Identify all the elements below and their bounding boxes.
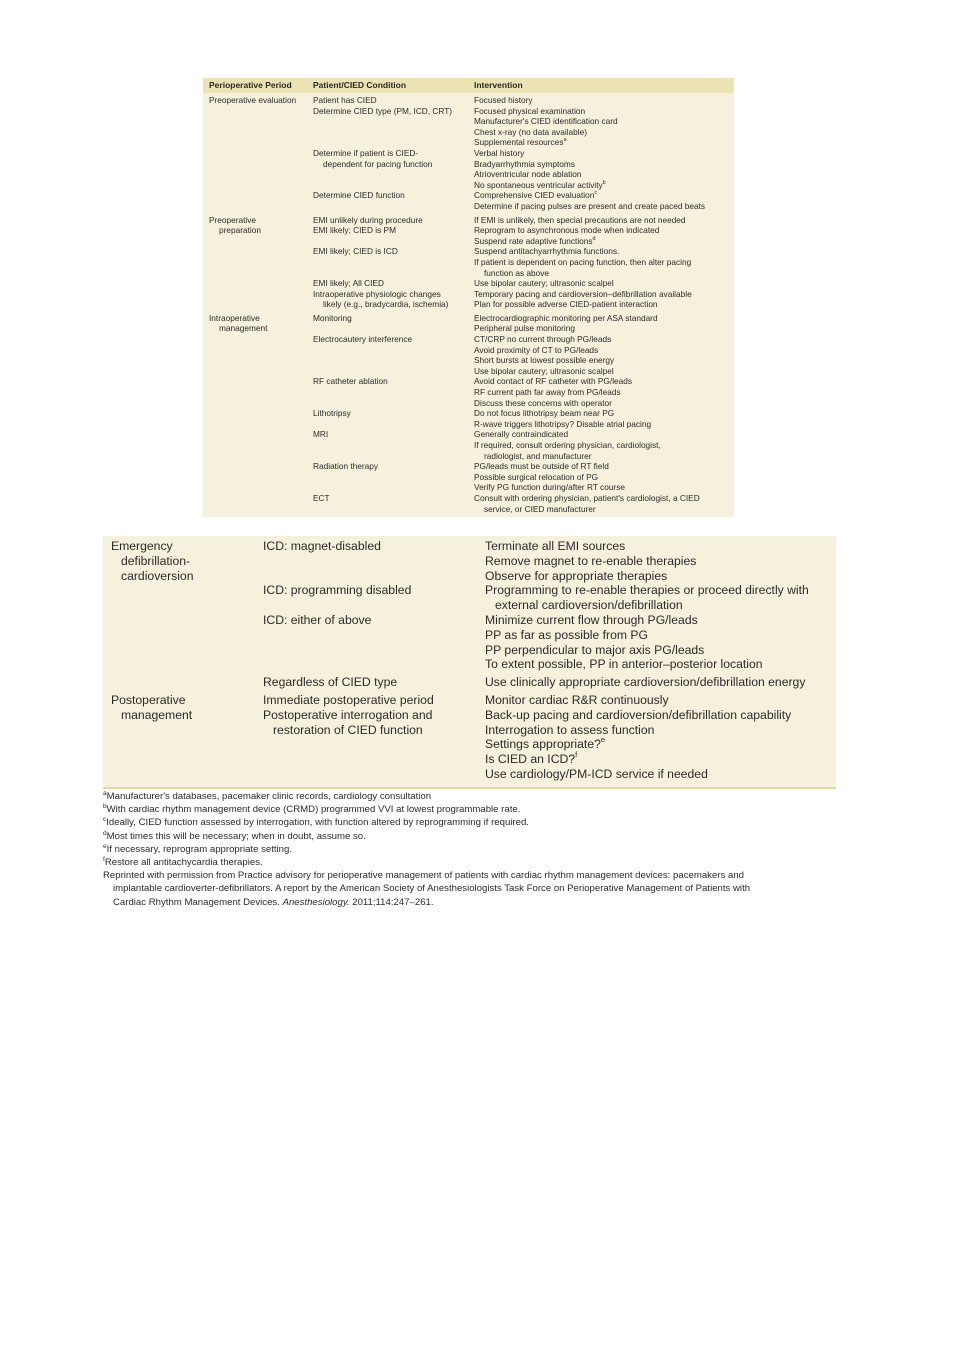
cell-text: R-wave triggers lithotripsy? Disable atrial pacing — [474, 418, 652, 429]
cell-line — [313, 148, 470, 159]
footnote — [103, 830, 843, 843]
table-row — [203, 148, 734, 190]
citation — [103, 869, 843, 909]
cell-text: Patient has CIED — [313, 95, 377, 105]
footnote-text: If necessary, reprogram appropriate setting. — [106, 843, 293, 855]
cell-text: Regardless of CIED type — [263, 675, 398, 690]
intervention-cell — [485, 539, 836, 583]
footnote — [103, 790, 843, 803]
cell-text: cardioversion — [121, 568, 194, 583]
cell-line — [474, 366, 730, 377]
intervention-cell — [474, 376, 734, 408]
cell-line — [474, 299, 730, 310]
table-row — [203, 278, 734, 310]
footnote-marker: a — [103, 790, 107, 797]
cell-line — [474, 429, 730, 440]
cell-text: function as above — [484, 267, 550, 278]
footnote-text: With cardiac rhythm management device (CRMD) programmed VVI at lowest programmable rate. — [106, 804, 521, 816]
cell-line — [474, 323, 730, 334]
intervention-cell — [485, 675, 836, 690]
condition-cell — [263, 613, 485, 672]
cell-line — [313, 215, 470, 226]
footnotes — [103, 790, 843, 909]
cell-line — [209, 323, 313, 334]
cell-text: EMI likely; All CIED — [313, 278, 384, 289]
table-bottom — [103, 536, 836, 789]
footnote-marker: c — [103, 816, 107, 824]
condition-cell — [313, 493, 474, 514]
table-row — [203, 95, 734, 148]
cell-text: Supplemental resources — [474, 137, 564, 148]
footnote-marker: e — [103, 842, 107, 850]
cell-text: Settings appropriate? — [485, 737, 601, 752]
condition-cell — [313, 376, 474, 408]
period-cell — [103, 539, 263, 583]
cell-line — [474, 419, 730, 430]
cell-text: EMI unlikely during procedure — [313, 214, 423, 225]
footnote-marker: d — [103, 829, 107, 837]
footnote — [103, 856, 843, 869]
cell-line — [313, 278, 470, 289]
table-row — [203, 215, 734, 247]
cell-text: Preoperative — [209, 214, 257, 225]
cell-text: ECT — [313, 492, 330, 503]
footnote-marker: c — [594, 190, 598, 197]
cell-text: Atrioventricular node ablation — [474, 169, 582, 180]
cell-text: EMI likely; CIED is PM — [313, 225, 396, 236]
cell-line — [474, 313, 730, 324]
cell-text: Is CIED an ICD? — [485, 752, 576, 767]
condition-cell — [313, 461, 474, 493]
citation-volume: 2011;114:247–261. — [349, 896, 434, 908]
cell-text: Determine CIED function — [313, 190, 405, 201]
period-cell — [103, 693, 263, 782]
citation-journal: Anesthesiology. — [282, 896, 350, 908]
cell-line — [263, 675, 485, 690]
cell-line — [474, 159, 730, 170]
cell-text: radiologist, and manufacturer — [484, 450, 592, 461]
cell-text: Intraoperative — [209, 312, 260, 323]
cell-line — [474, 201, 730, 212]
table-row — [203, 190, 734, 211]
cell-line — [474, 355, 730, 366]
cell-line — [263, 708, 485, 723]
cell-text: If required, consult ordering physician, cardiologist, — [474, 440, 661, 450]
cell-line — [313, 225, 470, 236]
cell-line — [485, 767, 836, 782]
cell-text: CT/CRP no current through PG/leads — [474, 334, 612, 345]
table-row — [203, 334, 734, 376]
period-cell — [103, 583, 263, 613]
cell-line — [474, 116, 730, 127]
cell-text: Minimize current flow through PG/leads — [485, 612, 698, 627]
citation-text: Cardiac Rhythm Management Devices. — [113, 896, 283, 908]
cell-text: Avoid proximity of CT to PG/leads — [474, 344, 599, 355]
table-row — [203, 429, 734, 461]
intervention-cell — [474, 461, 734, 493]
cell-line — [474, 461, 730, 472]
cell-text: Avoid contact of RF catheter with PG/leads — [474, 376, 633, 387]
condition-cell — [313, 148, 474, 190]
period-cell — [203, 376, 313, 408]
cell-text: Short bursts at lowest possible energy — [474, 355, 615, 366]
cell-line — [485, 752, 836, 767]
cell-line — [474, 289, 730, 300]
cell-text: Terminate all EMI sources — [485, 539, 626, 553]
cell-line — [263, 613, 485, 628]
header-intervention: Intervention — [474, 80, 523, 91]
cell-text: Programming to re-enable therapies or proceed directly with — [485, 583, 809, 598]
header-period: Perioperative Period — [209, 80, 292, 91]
period-cell — [203, 408, 313, 429]
cell-line — [209, 225, 313, 236]
cell-line — [485, 723, 836, 738]
cell-text: Use clinically appropriate cardioversion/defibrillation energy — [485, 675, 806, 690]
cell-line — [313, 299, 470, 310]
cell-text: ICD: magnet-disabled — [263, 539, 381, 553]
cell-text: dependent for pacing function — [323, 158, 433, 169]
citation-line-1: Reprinted with permission from Practice advisory for perioperative management of patients with cardiac rhythm management devices: pacemakers and — [103, 870, 744, 882]
table-row — [203, 493, 734, 514]
table-row — [203, 313, 734, 334]
cell-line — [474, 190, 730, 201]
cell-line — [111, 554, 263, 569]
cell-text: Intraoperative physiologic changes — [313, 288, 441, 299]
cell-line — [474, 493, 730, 504]
intervention-cell — [474, 313, 734, 334]
footnote-list — [103, 790, 843, 869]
citation-line-2: implantable cardioverter-defibrillators. A report by the American Society of Anesthesiologists Task Force on Perioperative Management of Patients with — [113, 883, 751, 895]
intervention-cell — [474, 429, 734, 461]
condition-cell — [313, 95, 474, 148]
cell-text: Postoperative interrogation and — [263, 707, 433, 722]
condition-cell — [263, 539, 485, 583]
cell-text: ICD: either of above — [263, 612, 372, 627]
cell-line — [474, 472, 730, 483]
intervention-cell — [474, 493, 734, 514]
cell-line — [263, 583, 485, 598]
condition-cell — [313, 278, 474, 310]
cell-line — [313, 106, 470, 117]
table-row — [203, 376, 734, 408]
cell-text: Bradyarrhythmia symptoms — [474, 158, 575, 169]
period-cell — [203, 190, 313, 211]
cell-line — [111, 708, 263, 723]
cell-text: Observe for appropriate therapies — [485, 568, 668, 583]
condition-cell — [313, 190, 474, 211]
cell-text: Do not focus lithotripsy beam near PG — [474, 408, 615, 419]
cell-line — [313, 289, 470, 300]
cell-line — [263, 723, 485, 738]
condition-cell — [313, 429, 474, 461]
table-row — [103, 539, 836, 583]
condition-cell — [313, 334, 474, 376]
cell-text: Verify PG function during/after RT course — [474, 482, 625, 493]
table-row — [203, 461, 734, 493]
cell-text: Radiation therapy — [313, 461, 379, 472]
cell-text: If EMI is unlikely, then special precautions are not needed — [474, 214, 686, 225]
condition-cell — [313, 215, 474, 247]
cell-text: Monitor cardiac R&R continuously — [485, 692, 669, 707]
cell-line — [263, 539, 485, 554]
cell-line — [313, 376, 470, 387]
cell-text: defibrillation- — [121, 553, 191, 568]
cell-text: PP as far as possible from PG — [485, 627, 649, 642]
cell-text: Temporary pacing and cardioversion–defibrillation available — [474, 288, 692, 299]
cell-text: Lithotripsy — [313, 408, 351, 419]
condition-cell — [313, 246, 474, 278]
condition-cell — [313, 408, 474, 429]
table-top-body — [203, 93, 734, 517]
cell-text: Electrocardiographic monitoring per ASA standard — [474, 312, 658, 323]
cell-text: Suspend rate adaptive functions — [474, 235, 593, 246]
table-row — [103, 583, 836, 613]
footnote-text: Most times this will be necessary; when in doubt, assume so. — [106, 830, 366, 842]
cell-line — [313, 246, 470, 257]
intervention-cell — [474, 408, 734, 429]
cell-line — [313, 493, 470, 504]
cell-line — [474, 246, 730, 257]
cell-text: No spontaneous ventricular activity — [474, 179, 603, 190]
cell-line — [474, 127, 730, 138]
cell-text: ICD: programming disabled — [263, 583, 412, 598]
cell-line — [474, 148, 730, 159]
cell-line — [485, 613, 836, 628]
cell-line — [474, 106, 730, 117]
cell-line — [474, 169, 730, 180]
cell-text: If patient is dependent on pacing function, then alter pacing — [474, 256, 692, 267]
cell-line — [485, 598, 836, 613]
period-cell — [203, 148, 313, 190]
cell-line — [485, 675, 836, 690]
period-cell — [103, 675, 263, 690]
cell-line — [111, 569, 263, 584]
cell-text: Electrocautery interference — [313, 334, 413, 345]
cell-text: Consult with ordering physician, patient's cardiologist, a CIED — [474, 492, 700, 503]
cell-text: MRI — [313, 429, 329, 440]
footnote-marker: e — [600, 735, 606, 745]
cell-text: service, or CIED manufacturer — [484, 503, 596, 514]
cell-line — [474, 482, 730, 493]
footnote-text: Manufacturer's databases, pacemaker clinic records, cardiology consultation — [106, 791, 432, 802]
cell-text: Remove magnet to re-enable therapies — [485, 553, 697, 568]
cell-text: Discuss these concerns with operator — [474, 397, 612, 408]
cell-text: To extent possible, PP in anterior–posterior location — [485, 657, 763, 672]
cell-text: Determine if pacing pulses are present and create paced beats — [474, 200, 706, 211]
cell-text: Focused history — [474, 95, 533, 105]
condition-cell — [263, 693, 485, 782]
condition-cell — [263, 675, 485, 690]
period-cell — [103, 613, 263, 672]
citation-line-3 — [103, 896, 843, 909]
cell-line — [485, 539, 836, 554]
cell-line — [474, 387, 730, 398]
intervention-cell — [474, 278, 734, 310]
intervention-cell — [474, 95, 734, 148]
cell-line — [313, 461, 470, 472]
cell-line — [209, 95, 313, 106]
cell-text: Use bipolar cautery; ultrasonic scalpel — [474, 365, 614, 376]
cell-text: Use cardiology/PM-ICD service if needed — [485, 766, 708, 781]
cell-line — [474, 504, 730, 515]
cell-text: Reprogram to asynchronous mode when indicated — [474, 225, 660, 236]
cell-line — [474, 215, 730, 226]
cell-text: Peripheral pulse monitoring — [474, 323, 576, 334]
footnote-text: Restore all antitachycardia therapies. — [104, 857, 263, 869]
cell-line — [313, 95, 470, 106]
cell-line — [474, 345, 730, 356]
cell-line — [485, 583, 836, 598]
cell-line — [485, 657, 836, 672]
cell-line — [474, 180, 730, 191]
cell-text: Generally contraindicated — [474, 429, 569, 440]
cell-text: Preoperative evaluation — [209, 95, 297, 105]
cell-line — [474, 257, 730, 268]
period-cell — [203, 215, 313, 247]
cell-line — [313, 190, 470, 201]
cell-text: Back-up pacing and cardioversion/defibrillation capability — [485, 707, 792, 722]
intervention-cell — [485, 613, 836, 672]
cell-text: Chest x-ray (no data available) — [474, 126, 587, 137]
cell-line — [485, 693, 836, 708]
cell-text: management — [219, 323, 268, 334]
table-row — [203, 246, 734, 278]
cell-line — [111, 693, 263, 708]
period-cell — [203, 429, 313, 461]
cell-line — [209, 313, 313, 324]
cell-text: EMI likely; CIED is ICD — [313, 246, 398, 257]
cell-text: Interrogation to assess function — [485, 722, 655, 737]
period-cell — [203, 461, 313, 493]
table-header-row — [203, 78, 734, 93]
cell-text: likely (e.g., bradycardia, ischemia) — [323, 299, 449, 310]
cell-line — [474, 268, 730, 279]
period-cell — [203, 95, 313, 148]
cell-line — [209, 215, 313, 226]
cell-text: external cardioversion/defibrillation — [495, 598, 683, 613]
cell-text: Possible surgical relocation of PG — [474, 471, 599, 482]
cell-line — [474, 236, 730, 247]
cell-text: Postoperative — [111, 692, 186, 707]
intervention-cell — [474, 148, 734, 190]
cell-text: Use bipolar cautery; ultrasonic scalpel — [474, 278, 614, 289]
cell-line — [313, 429, 470, 440]
period-cell — [203, 246, 313, 278]
cell-line — [485, 708, 836, 723]
period-cell — [203, 493, 313, 514]
footnote — [103, 803, 843, 816]
cell-line — [263, 693, 485, 708]
cell-line — [485, 554, 836, 569]
table-row — [203, 408, 734, 429]
footnote-marker: f — [575, 750, 578, 760]
cell-text: Monitoring — [313, 312, 352, 323]
cell-line — [485, 643, 836, 658]
period-cell — [203, 334, 313, 376]
table-row — [103, 693, 836, 782]
cell-line — [485, 569, 836, 584]
intervention-cell — [474, 246, 734, 278]
intervention-cell — [485, 583, 836, 613]
cell-text: Verbal history — [474, 147, 525, 158]
cell-line — [485, 628, 836, 643]
cell-text: RF catheter ablation — [313, 376, 388, 387]
cell-line — [474, 334, 730, 345]
cell-text: Focused physical examination — [474, 105, 586, 116]
cell-line — [474, 95, 730, 106]
cell-line — [474, 278, 730, 289]
intervention-cell — [485, 693, 836, 782]
cell-text: preparation — [219, 225, 261, 236]
cell-text: RF current path far away from PG/leads — [474, 387, 621, 398]
footnote — [103, 816, 843, 829]
cell-line — [474, 398, 730, 409]
table-row — [103, 675, 836, 690]
period-cell — [203, 313, 313, 334]
footnote-marker: d — [592, 235, 596, 242]
cell-text: restoration of CIED function — [273, 722, 423, 737]
footnote-text: Ideally, CIED function assessed by interrogation, with function altered by reprogramming if required. — [106, 817, 529, 829]
condition-cell — [313, 313, 474, 334]
footnote — [103, 843, 843, 856]
cell-line — [313, 334, 470, 345]
period-cell — [203, 278, 313, 310]
cell-text: management — [121, 707, 193, 722]
cell-text: Suspend antitachyarrhythmia functions. — [474, 246, 620, 257]
cell-text: Manufacturer's CIED identification card — [474, 116, 618, 127]
cell-line — [474, 137, 730, 148]
cell-text: Immediate postoperative period — [263, 692, 434, 707]
cell-text: Determine CIED type (PM, ICD, CRT) — [313, 105, 453, 116]
footnote-marker: f — [103, 856, 105, 864]
cell-line — [474, 440, 730, 451]
footnote-marker: a — [563, 137, 567, 144]
cell-line — [313, 159, 470, 170]
intervention-cell — [474, 215, 734, 247]
cell-text: Comprehensive CIED evaluation — [474, 190, 595, 201]
table-top — [203, 78, 734, 517]
cell-line — [474, 451, 730, 462]
cell-line — [474, 376, 730, 387]
intervention-cell — [474, 334, 734, 376]
cell-line — [474, 408, 730, 419]
cell-line — [313, 313, 470, 324]
footnote-marker: b — [103, 803, 107, 811]
header-condition: Patient/CIED Condition — [313, 80, 407, 91]
cell-text: PP perpendicular to major axis PG/leads — [485, 642, 705, 657]
cell-text: Plan for possible adverse CIED-patient interaction — [474, 299, 658, 310]
cell-text: Determine if patient is CIED- — [313, 147, 419, 158]
table-row — [103, 613, 836, 672]
cell-line — [313, 408, 470, 419]
footnote-marker: b — [602, 179, 606, 186]
condition-cell — [263, 583, 485, 613]
cell-text: Emergency — [111, 539, 173, 553]
cell-line — [474, 225, 730, 236]
cell-text: PG/leads must be outside of RT field — [474, 461, 609, 472]
intervention-cell — [474, 190, 734, 211]
cell-line — [111, 539, 263, 554]
cell-line — [485, 737, 836, 752]
